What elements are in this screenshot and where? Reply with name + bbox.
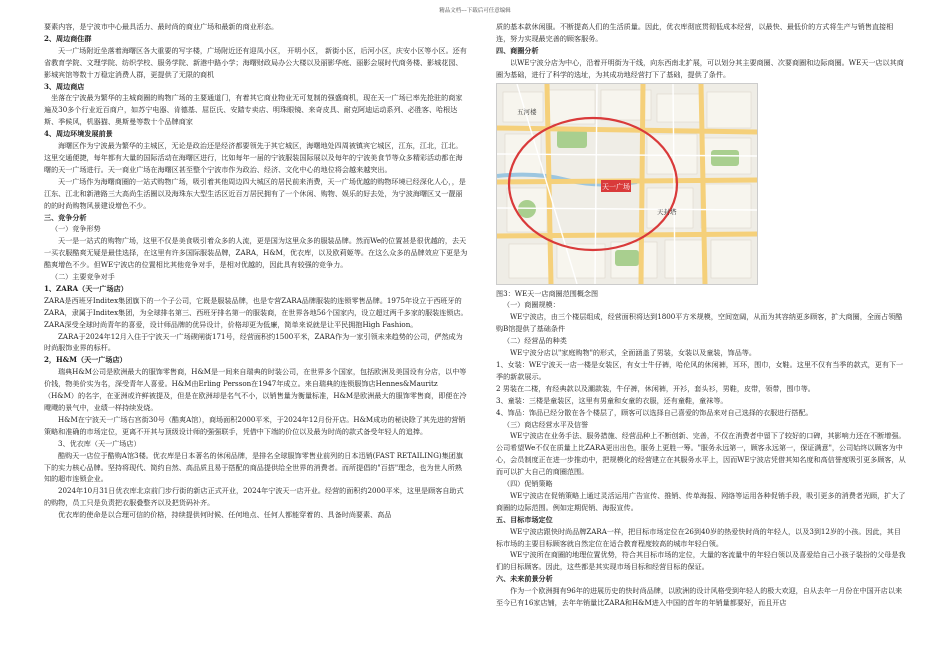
map-label-tianfeng: 天封塔 — [657, 207, 677, 216]
trade-area-map-figure — [496, 83, 758, 285]
paragraph: H&M在宁波天一广场右宫街30号（酷爽A馆），商场面积2000平米，于2024年12月份开店。H&M成功的秘诀除了其先进的营销策略和准确的市场定位，更离不开其与顶级设计师的强强联手，凭借中下端的价位以及最为时尚的款式备受年轻人的追捧。 — [44, 414, 466, 436]
paragraph: WE宁波店在业务手法、服务措施、经营品种上不断创新、完善，不仅在消费者中留下了较好的口碑，其影响力还在不断增强。公司希望We不仅在质量上比ZARA更出出色，服务上更胜一筹。"服务永远第一，顾客永远第一，保证满意"，公司始终以顾客为中心，会员制度正在进一步推动中，把规模化的经营建立在其服务水平上，因而WE宁波店凭借其知名度和高信誉度吸引更多顾客，从而可以扩大自己的商圈范围。 — [496, 431, 906, 477]
paragraph: （一）竞争形势 — [51, 224, 101, 234]
paragraph: 坐落在宁波最为繁华的主城商圈的购物广场的主要通道门，有着其它商业物业无可复制的强盛商机，现在天一广场已率先抢驻的商家遍及30多个行业近百商户，如苏宁电器、肯德基、屈臣氏、安踏专卖店、明珠眼镜、来奇皮具、耐克阿迪运动系列、必胜客、哈根达斯、季候风，机器猫、奥斯曼等数十个品牌商家 — [44, 93, 463, 127]
right-column-top-text — [496, 21, 906, 81]
paragraph: WE宁波店，由三个楼层组成，经营面积将达到1800平方米规模，空间宽阔，从而为其容纳更多顾客，扩大商圈，全面占领酷购B馆提供了基础条件 — [496, 312, 903, 334]
paragraph: ZARA于2024年12月入住于宁波天一广场碶闸街171号，经营面积约1500平米，ZARA作为一家引领未来趋势的公司，俨然成为时尚服饰业界的标杆。 — [44, 331, 463, 353]
section-heading: 3、周边商店 — [44, 81, 85, 91]
paragraph: （四）促销策略 — [503, 479, 553, 489]
section-heading: 六、未来前景分析 — [496, 574, 553, 584]
section-heading: 2、周边商住群 — [44, 33, 92, 43]
paragraph: （二）经营品的种类 — [503, 336, 567, 346]
paragraph: 要素内容，是宁波市中心最具活力、最时尚的商业广场和最新的商业形态。 — [44, 22, 279, 31]
trade-area-map — [497, 84, 757, 284]
paragraph: 瑞典H&M公司是欧洲最大的服饰零售商，H&M是一间来自瑞典的时装公司，在世界多个国家，包括欧洲及美国设有分店，以中等价钱，物美价实为名，深受青年人喜爱。H&M由Erling Persson在1947年成立。来自瑞典的连锁服饰店Hennes&Mauritz（H&M）的名字，在亚洲或许鲜被提及，但是在欧洲却是名气不小，以销售量为衡量标准，H&M是欧洲最大的服饰零售商，即便在冷飕飕的景气中，业绩一样持续发烧。 — [44, 367, 467, 412]
paragraph: ZARA是西班牙Inditex集团旗下的一个子公司，它既是服装品牌，也是专营ZARA品牌服装的连锁零售品牌。1975年设立于西班牙的ZARA，隶属于Inditex集团，为全球排名第三、西班牙排名第一的服装商，在世界各地56个国家内，设立超过两千多家的服装连锁店。ZARA深受全球时尚青年的喜爱，设计师品牌的优异设计，价格却更为低廉，简单来说就是让平民拥抱High Fashion。 — [44, 295, 468, 329]
paragraph: （一）商圈规模： — [503, 300, 560, 310]
paragraph: 海曙区作为宁波最为繁华的主城区，无论是政治还是经济都要领先于其它城区，海曙地处四周被镇宾它城区，江东，江北，江北。这里交通便捷，每年都有大量的国际活动在海曙区进行，比如每年一届的宁波服装国际展以及每年的宁波美食节等众多精彩活动都在海曙的天一广场进行。天一商业广场在海曙区甚至整个宁波市作为政治、经济、文化中心的地位将会越来越突出。 — [44, 141, 463, 174]
paragraph: 4、饰品：饰品已经分散在各个楼层了，顾客可以选择自己喜爱的饰品来对自己选择的衣服进行搭配。 — [496, 407, 813, 417]
paragraph: （三）商店经营水平及信誉 — [503, 419, 589, 429]
paragraph: WE宁波分店以"家庭购物"的形式，全面涵盖了男装，女装以及童装，饰品等。 — [510, 348, 756, 358]
section-heading: 五、目标市场定位 — [496, 514, 553, 524]
paragraph: 以WE宁波分店为中心，沿着开明街为干线，向东西南北扩展，可以划分其主要商圈、次要商圈和边际商圈。WE天一店以其商圈为基础，进行了科学的选址，为其成功地经营打下了基础，提供了条件。 — [496, 57, 904, 79]
paragraph: 优衣库的使命是以合理可信的价格，持续提供何时候、任何地点、任何人都能穿着的、具备时尚要素、高品 — [58, 510, 392, 520]
paragraph: 2024年10月31日优衣库北京前门步行街的新店正式开业，2024年宁波天一店开业。经营的面积约2000平米，这里是顾客自助式的购物，员工只是负责把衣服叠整齐以及把货码补齐。 — [44, 486, 464, 508]
paragraph: 1、女装：WE宁波天一店一楼是女装区，有女士牛仔裤，哈伦风的休闲裤，耳环，围巾，女鞋。这里不仅有当季的款式，更有下一季的新款展示。 — [496, 359, 904, 381]
paragraph: 2 男装在二楼，有经典款以及潮款装，牛仔裤，休闲裤，开衫，套头衫，男鞋，皮带，领带，围巾等。 — [496, 383, 815, 393]
section-heading: 4、周边环境发展前景 — [44, 129, 113, 139]
right-column — [496, 21, 906, 609]
section-heading: 2，H&M（天一广场店） — [44, 355, 127, 365]
page-header-watermark: 精品文档---下载后可任意编辑 — [439, 8, 511, 14]
section-heading: 四、商圈分析 — [496, 45, 539, 55]
paragraph: 酷购天一店位于酷购A馆3楼。优衣库是日本著名的休闲品牌，是排名全球服饰零售业前列的日本迅销(FAST RETAILING)集团旗下的实力核心品牌。坚持将现代、简约自然、高品质且易于搭配的商品提供给全世界的消费者。而所提倡的"百搭"理念，也为世人所熟知的超市连锁企业。 — [44, 450, 463, 484]
paragraph: WE宁波所在商圈的地理位置优势，符合其目标市场的定位，大量的客流量中的年轻白领以及喜爱给自己小孩子装扮的父母是我们的目标顾客。因此，这些都是其实现市场目标和经营目标的保证。 — [496, 550, 906, 572]
section-heading: 三、竞争分析 — [44, 212, 87, 222]
paragraph: 质的基本款休闲服。不断提高人们的生活质量。因此，优衣库彻底贯彻低成本经营，以最快、最低价的方式将生产与销售直接相连，努力实现最完善的顾客服务。 — [496, 22, 894, 43]
paragraph: 作为一个欧洲拥有96年的进展历史的快时尚品牌，以欧洲的设计风格受到年轻人的极大欢迎，自从去年一月份在中国开店以来至今已有16家店铺，去年年销量比ZARA和H&M进入中国的首年的年销量都要好，而且开店 — [496, 586, 903, 608]
paragraph: 天一是一站式的购物广场，这里不仅是美食吸引着众多的人流，更是国为这里众多的服装品牌。然而We的位置甚是很优越的，去天一买衣服酷爽无疑是最佳选择，在这里有许多国际服装品牌，ZARA，H&M，优衣库，以及欧莉姬等。在这么众多的品牌效应下更是为酷爽增色不少。但WE宁波店的位置相比其他竞争对手，是相对优越的，因此具有较强的竞争力。 — [44, 236, 468, 270]
paragraph: 天一广场附近坐落着海曙区各大重要的写字楼，广场附近还有迎凤小区， 开明小区， 新街小区，后河小区，庆安小区等小区。还有省教育学院、文理学院、纺织学校、服务学院、新港中路小学；海曙财政局办公大楼以及丽影华庭、丽影会展时代商务楼、影城花园、影城宾馆等数十万稳定消费人群，更提供了无限的商机 — [44, 45, 467, 79]
paragraph: WE宁波店在促销策略上通过灵活运用广告宣传、推销、传单海报、网络等运用各种促销手段，吸引更多的消费者光顾，扩大了商圈的边际范围。例如定期促销、海报宣传。 — [496, 490, 906, 512]
left-column — [44, 21, 468, 521]
paragraph: 3、童装：三楼是童装区，这里有男童和女童的衣服，还有童鞋，童袜等。 — [496, 395, 728, 405]
right-column-bottom-text — [496, 288, 906, 609]
map-label-wuhe: 五河楼 — [517, 107, 537, 116]
figure-caption: 图3：WE天一店商圈范围概念图 — [496, 288, 599, 298]
paragraph: WE宁波店跟快时尚品牌ZARA一样，把目标市场定位在26到40岁的热爱快时尚的年轻人，以及3到12岁的小孩。因此，其目标市场的主要目标顾客就自然定位在适合教育程度较高的城市年轻白领。 — [496, 526, 901, 548]
section-heading: 1、ZARA（天一广场店） — [44, 283, 128, 293]
store-label: 天一广场 — [602, 182, 630, 191]
paragraph: 天一广场作为海曙商圈的一站式购物广场，吸引着其他周边四大城区的居民前来消费，天一广场优越的购物环境已经深化人心，，是江东、江北和新港路三大高尚生活圈以及海珠东大型生活区近百万居民拥有了一个休闲、购物、娱乐的好去处，为宁波海曙区又一靓丽的的时尚购物风景建设增色不少。 — [44, 176, 466, 210]
paragraph: （二）主要竞争对手 — [51, 272, 115, 282]
paragraph: 3、优衣库（天一广场店） — [58, 438, 141, 448]
